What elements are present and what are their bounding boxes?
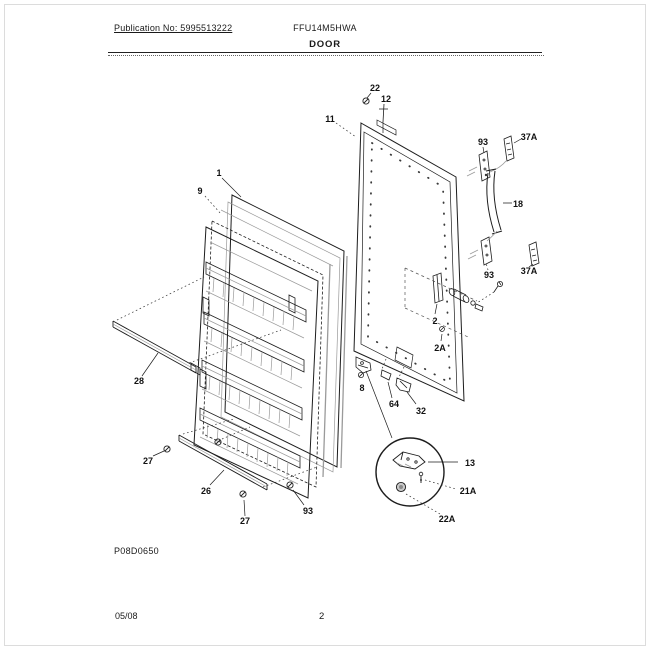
alignment-ticks-bottom [468,250,478,259]
hinge-hole [485,174,487,176]
callout-2: 2 [432,316,438,326]
screw-22 [363,98,369,104]
door-hardware-group [467,136,539,266]
bottom-hinge-bracket [356,357,371,373]
bottom-hinge-hole [361,362,364,365]
latch-keeper-2 [433,273,443,303]
hinge-link-bottom [487,231,497,241]
hinge-hole [483,159,485,161]
callout-64: 64 [388,399,400,409]
retainer-bar-28-mid [113,324,196,370]
callout-93-top: 93 [477,137,489,147]
figure-code: P08D0650 [114,546,159,556]
bracket-hole [415,461,417,463]
callout-28: 28 [133,376,145,386]
screws-group [164,98,445,497]
inner-door-liner [194,227,318,498]
screw-21A-shaft [420,476,422,483]
callout-32: 32 [415,406,427,416]
shelf-basket-hatch [200,278,304,484]
screw-27-bottom [240,491,246,497]
bracket-hole [407,458,409,460]
footer-date: 05/08 [115,611,138,621]
outer-door-panel-group [354,104,464,401]
outer-door-flange [361,132,457,393]
alignment-ticks-top [467,167,477,176]
callout-22A: 22A [438,514,456,524]
callout-1: 1 [216,168,222,178]
callout-21A: 21A [459,486,477,496]
detail-circle [376,438,444,506]
callout-18: 18 [512,199,524,209]
callout-9: 9 [197,186,203,196]
detail-circle-group [376,438,444,506]
callout-93-mid: 93 [483,270,495,280]
callout-26: 26 [200,486,212,496]
hinge-link-top [490,161,506,172]
door-shelves-group [200,262,306,468]
section-title: DOOR [309,39,341,50]
bracket-32 [396,378,411,392]
lock-washer [471,301,475,305]
bolt-12 [379,104,388,122]
door-bottom-cutout [395,347,413,368]
hinge-plate-top-37A [504,136,514,161]
door-handle-18 [486,169,502,234]
publication-number: Publication No: 5995513222 [114,23,233,33]
callout-2A: 2A [434,343,446,353]
callout-27-left: 27 [142,456,154,466]
callout-12: 12 [380,94,392,104]
callout-11: 11 [325,114,335,124]
callout-27-bottom: 27 [239,516,251,526]
hinge-hole [485,245,487,247]
door-edge-lines [323,256,347,477]
callout-37A-top: 37A [520,132,538,142]
hinge-plate-bottom-93 [481,237,492,265]
clip-64 [381,370,391,380]
callout-13: 13 [464,458,476,468]
retainer-bars-group [113,321,267,490]
footer-page-number: 2 [319,611,325,622]
bracket-13 [393,452,425,469]
screw-27-left [164,446,170,452]
callout-8: 8 [359,383,365,393]
callout-22: 22 [369,83,381,93]
inner-door-group [194,195,347,498]
hinge-plate-bottom-37A [529,242,539,266]
top-mount-bracket [377,120,396,135]
callout-93-bottom-left: 93 [302,506,314,516]
lock-nut [475,304,483,311]
grommet-22A-inner [399,485,403,489]
hinge-hole [484,168,486,170]
outer-door-panel-outline [354,123,464,401]
hinge-plate-top-93 [479,151,490,181]
model-number: FFU14M5HWA [293,23,357,33]
screw-21A-head [419,472,423,476]
hinge-hole [486,254,488,256]
screw-2A [440,327,445,332]
callout-37A-bottom: 37A [520,266,538,276]
screw-93-bottom [287,482,293,488]
screw-8 [358,372,363,377]
